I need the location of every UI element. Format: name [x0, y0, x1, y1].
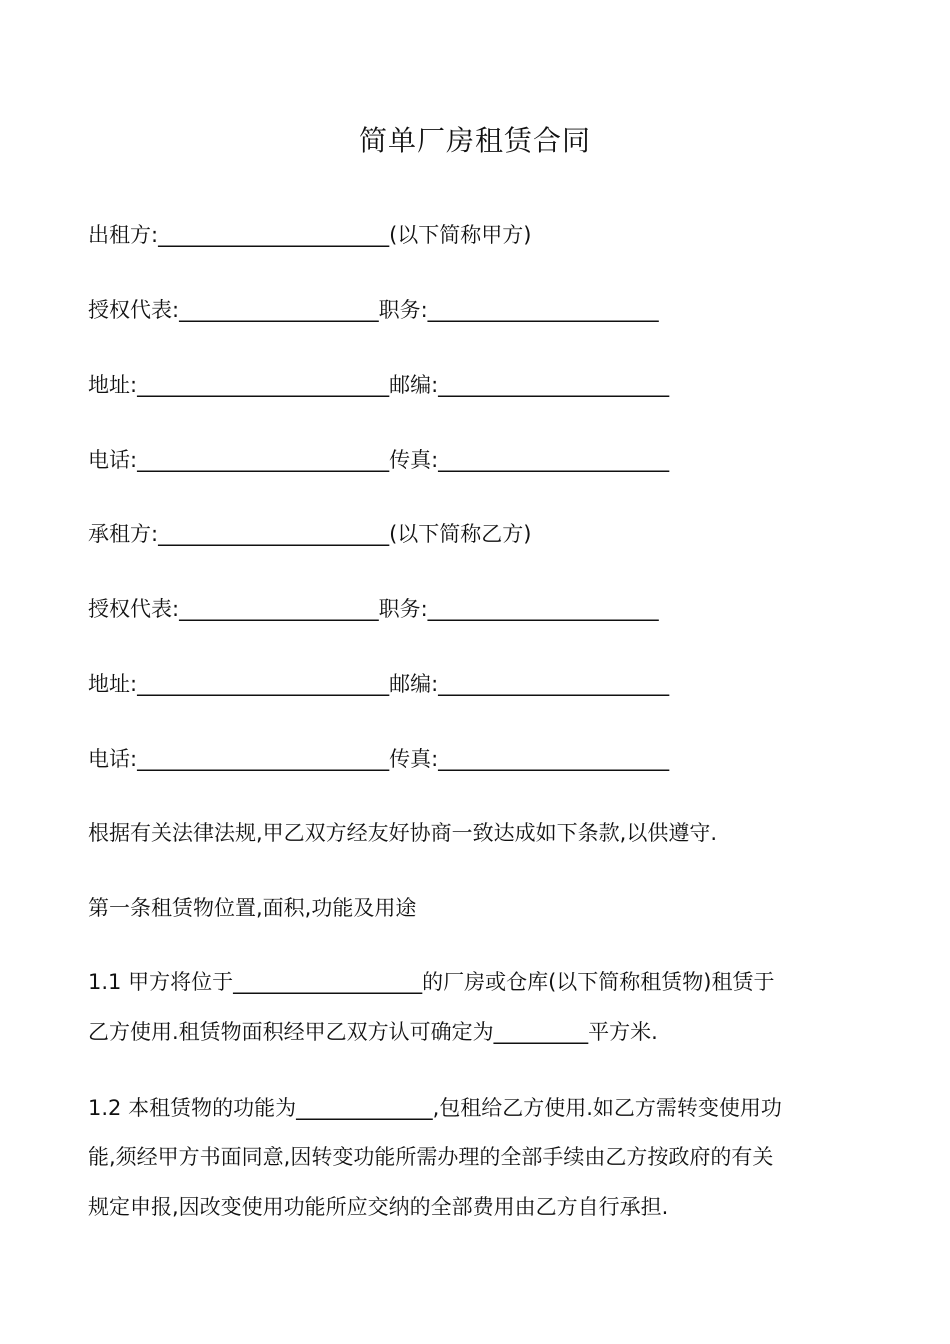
document-title: 简单厂房租赁合同: [358, 124, 591, 157]
lessee-phone-line: 电话:________________________传真:______________________: [88, 747, 670, 771]
clause-1-2-line-3: 规定申报,因改变使用功能所应交纳的全部费用由乙方自行承担.: [88, 1195, 669, 1219]
lessor-line: 出租方:______________________(以下简称甲方): [88, 223, 532, 247]
preamble-paragraph: 根据有关法律法规,甲乙双方经友好协商一致达成如下条款,以供遵守.: [88, 821, 718, 845]
lessee-representative-line: 授权代表:___________________职务:______________________: [88, 597, 659, 621]
clause-1-1-line-2: 乙方使用.租赁物面积经甲乙双方认可确定为_________平方米.: [88, 1020, 658, 1044]
lessee-address-line: 地址:________________________邮编:______________________: [88, 672, 670, 696]
clause-1-2-line-2: 能,须经甲方书面同意,因转变功能所需办理的全部手续由乙方按政府的有关: [88, 1145, 774, 1169]
clause-1-2-line-1: 1.2 本租赁物的功能为_____________,包租给乙方使用.如乙方需转变使用功: [88, 1096, 782, 1120]
lessor-representative-line: 授权代表:___________________职务:______________________: [88, 298, 659, 322]
clause-1-1-line-1: 1.1 甲方将位于__________________的厂房或仓库(以下简称租赁物)租赁于: [88, 970, 775, 994]
lessor-phone-line: 电话:________________________传真:______________________: [88, 448, 670, 472]
lessor-address-line: 地址:________________________邮编:______________________: [88, 373, 670, 397]
lessee-line: 承租方:______________________(以下简称乙方): [88, 522, 532, 546]
article-one-heading: 第一条租赁物位置,面积,功能及用途: [88, 896, 417, 920]
